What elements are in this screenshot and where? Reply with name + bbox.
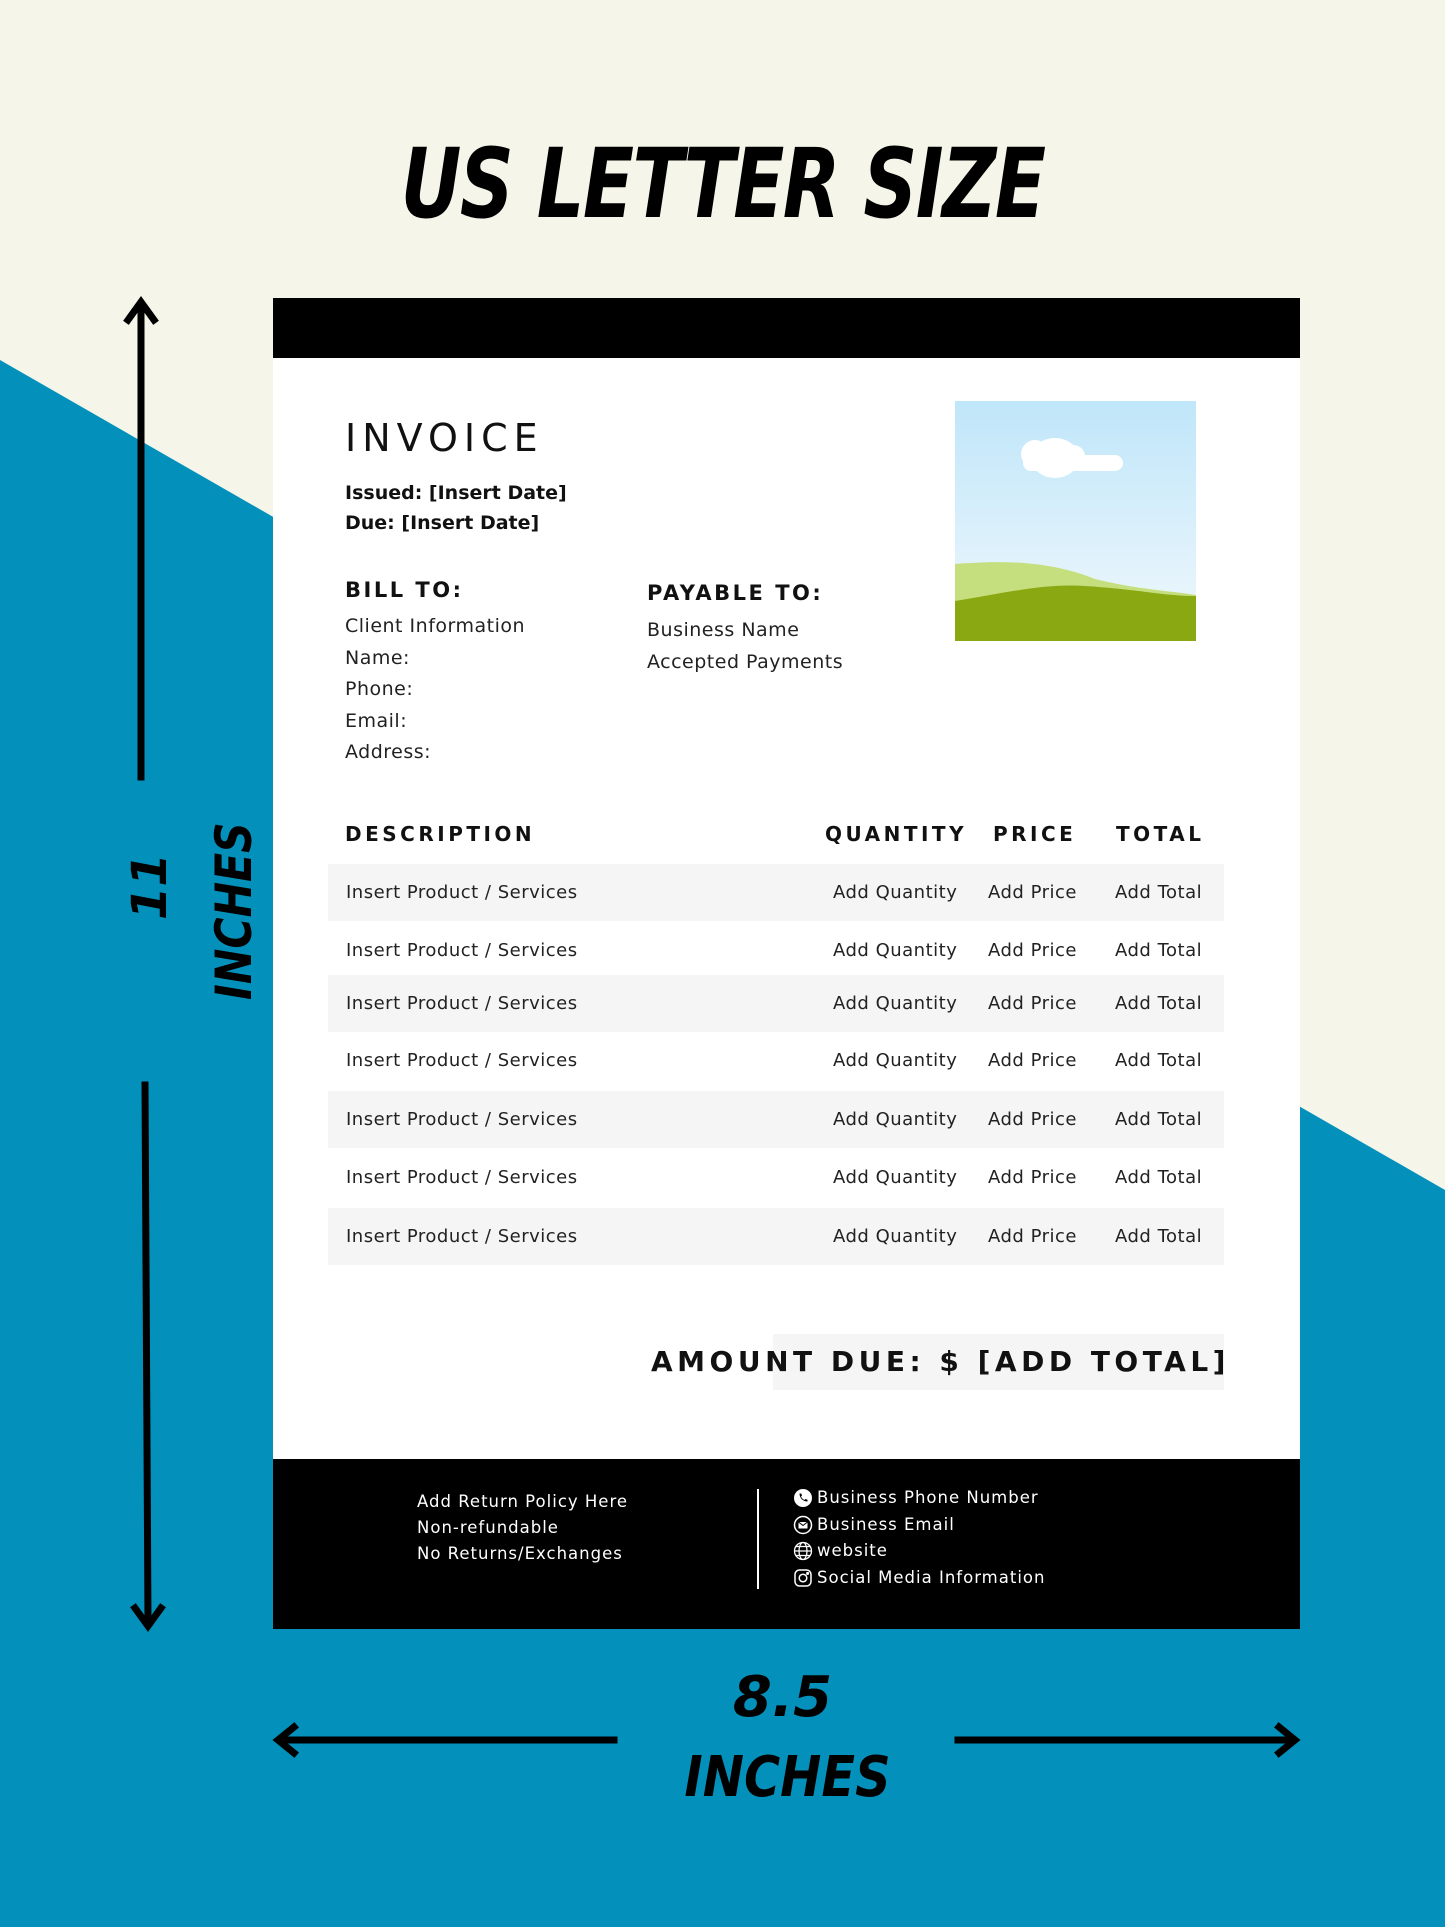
row-total: Add Total [1115, 1226, 1203, 1247]
row-quantity: Add Quantity [833, 1226, 958, 1247]
bill-to-heading: BILL TO: [345, 578, 464, 602]
invoice-top-bar [273, 298, 1300, 358]
table-row [328, 1208, 1224, 1265]
height-unit: INCHES [205, 822, 263, 1000]
table-row [328, 1149, 1224, 1206]
contact-text: Business Phone Number [817, 1488, 1039, 1507]
row-price: Add Price [988, 993, 1077, 1014]
mail-icon [793, 1515, 813, 1535]
phone-icon [793, 1488, 813, 1508]
width-value: 8.5 [732, 1665, 833, 1730]
bill-to-line: Phone: [345, 678, 414, 700]
contact-info [793, 1485, 1045, 1591]
invoice-footer [273, 1459, 1300, 1629]
row-price: Add Price [988, 1109, 1077, 1130]
contact-social [793, 1565, 1045, 1592]
width-unit: INCHES [684, 1745, 891, 1810]
table-row [328, 922, 1224, 979]
column-header-price: PRICE [993, 822, 1077, 846]
height-dimension-label [60, 822, 263, 1040]
contact-text: website [817, 1541, 888, 1560]
row-description: Insert Product / Services [346, 1050, 578, 1071]
table-row [328, 1091, 1224, 1148]
bill-to-line: Address: [345, 741, 432, 763]
row-quantity: Add Quantity [833, 1109, 958, 1130]
payable-to-line: Business Name [647, 619, 800, 641]
contact-text: Business Email [817, 1514, 955, 1534]
bill-to-line: Email: [345, 709, 408, 732]
row-total: Add Total [1115, 940, 1203, 961]
row-price: Add Price [988, 1226, 1077, 1247]
row-total: Add Total [1115, 882, 1203, 903]
row-quantity: Add Quantity [833, 1167, 958, 1188]
issued-date: Issued: [Insert Date] [345, 482, 567, 504]
image-placeholder [955, 401, 1196, 641]
payable-to-line: Accepted Payments [647, 650, 844, 673]
row-quantity: Add Quantity [833, 1050, 958, 1071]
bill-to-info [345, 611, 525, 769]
bill-to-line: Name: [345, 646, 410, 669]
return-policy [417, 1489, 628, 1567]
row-description: Insert Product / Services [346, 1167, 578, 1188]
policy-line: Add Return Policy Here [417, 1492, 629, 1511]
page-title: US LETTER SIZE [400, 128, 1045, 240]
instagram-icon [793, 1568, 813, 1588]
column-header-quantity: QUANTITY [825, 822, 968, 846]
invoice-dates [345, 478, 567, 538]
row-description: Insert Product / Services [346, 1109, 578, 1130]
table-row [328, 975, 1224, 1032]
column-header-description: DESCRIPTION [345, 822, 536, 846]
row-price: Add Price [988, 940, 1077, 961]
table-row [328, 1032, 1224, 1089]
policy-line: Non-refundable [417, 1518, 559, 1537]
row-price: Add Price [988, 1050, 1077, 1071]
row-description: Insert Product / Services [346, 1226, 578, 1247]
policy-line: No Returns/Exchanges [417, 1544, 623, 1563]
row-total: Add Total [1115, 1167, 1203, 1188]
invoice-title: INVOICE [345, 416, 544, 460]
height-value: 11 [122, 853, 178, 920]
contact-phone [793, 1485, 1045, 1512]
row-description: Insert Product / Services [346, 882, 578, 903]
row-quantity: Add Quantity [833, 882, 958, 903]
table-row [328, 864, 1224, 921]
contact-text: Social Media Information [817, 1567, 1046, 1587]
row-total: Add Total [1115, 1109, 1203, 1130]
row-description: Insert Product / Services [346, 940, 578, 961]
row-description: Insert Product / Services [346, 993, 578, 1014]
amount-due: AMOUNT DUE: $ [ADD TOTAL] [651, 1345, 1230, 1378]
contact-website [793, 1538, 1045, 1565]
row-total: Add Total [1115, 1050, 1203, 1071]
due-date: Due: [Insert Date] [345, 512, 540, 534]
invoice-sheet [273, 298, 1300, 1629]
row-price: Add Price [988, 1167, 1077, 1188]
column-header-total: TOTAL [1116, 822, 1205, 846]
globe-icon [793, 1541, 813, 1561]
row-price: Add Price [988, 882, 1077, 903]
payable-to-heading: PAYABLE TO: [647, 581, 824, 605]
row-total: Add Total [1115, 993, 1203, 1014]
payable-to-info [647, 615, 843, 678]
contact-email [793, 1512, 1045, 1539]
row-quantity: Add Quantity [833, 993, 958, 1014]
footer-divider [757, 1489, 759, 1589]
bill-to-line: Client Information [345, 615, 526, 637]
row-quantity: Add Quantity [833, 940, 958, 961]
